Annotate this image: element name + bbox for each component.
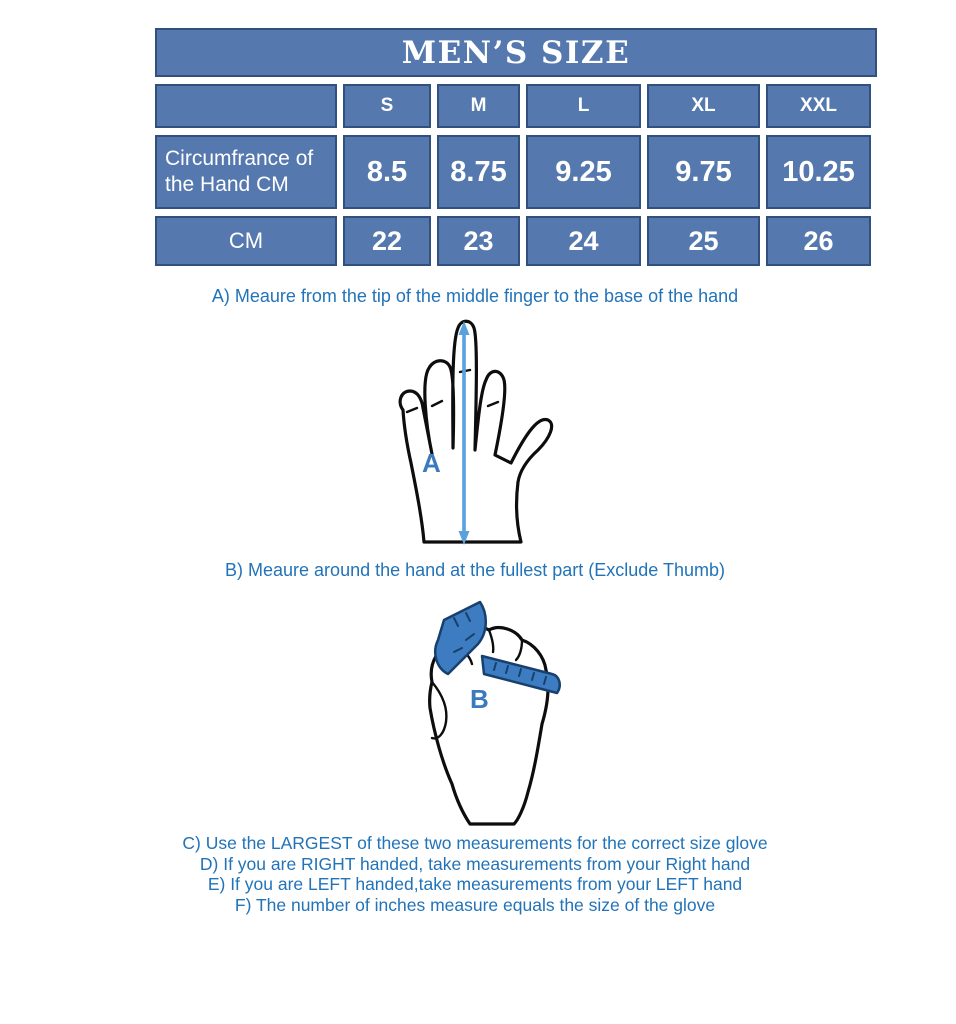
col-header-xl: XL [647, 84, 760, 128]
col-header-m: M [437, 84, 520, 128]
circumference-value-s: 8.5 [343, 135, 431, 209]
fitting-instructions [0, 833, 950, 915]
figure-a-label: A [422, 448, 441, 478]
table-title: MEN’S SIZE [155, 28, 877, 77]
cm-value-xxl: 26 [766, 216, 871, 266]
instruction-c: C) Use the LARGEST of these two measurements for the correct size glove [182, 833, 768, 853]
cm-value-m: 23 [437, 216, 520, 266]
row-label-cm: CM [155, 216, 337, 266]
fist-with-tape-measurement-b-icon [392, 586, 572, 826]
measurement-a-caption: A) Meaure from the tip of the middle finger to the base of the hand [211, 286, 739, 306]
col-header-xxl: XXL [766, 84, 871, 128]
circumference-value-xl: 9.75 [647, 135, 760, 209]
instruction-e: E) If you are LEFT handed,take measurements from your LEFT hand [207, 874, 743, 894]
open-hand-measurement-a-icon [380, 314, 555, 546]
cm-value-l: 24 [526, 216, 641, 266]
circumference-value-l: 9.25 [526, 135, 641, 209]
cm-value-xl: 25 [647, 216, 760, 266]
size-grid [155, 84, 877, 266]
col-header-l: L [526, 84, 641, 128]
mens-size-table [155, 28, 877, 266]
measurement-b-caption: B) Meaure around the hand at the fullest part (Exclude Thumb) [225, 560, 725, 580]
circumference-value-m: 8.75 [437, 135, 520, 209]
instruction-f: F) The number of inches measure equals the size of the glove [234, 894, 716, 915]
empty-corner-cell [155, 84, 337, 128]
figure-b-label: B [470, 684, 489, 714]
instruction-d: D) If you are RIGHT handed, take measurements from your Right hand [199, 853, 751, 874]
col-header-s: S [343, 84, 431, 128]
row-label-circumference: Circumfrance of the Hand CM [155, 135, 337, 209]
cm-value-s: 22 [343, 216, 431, 266]
circumference-value-xxl: 10.25 [766, 135, 871, 209]
